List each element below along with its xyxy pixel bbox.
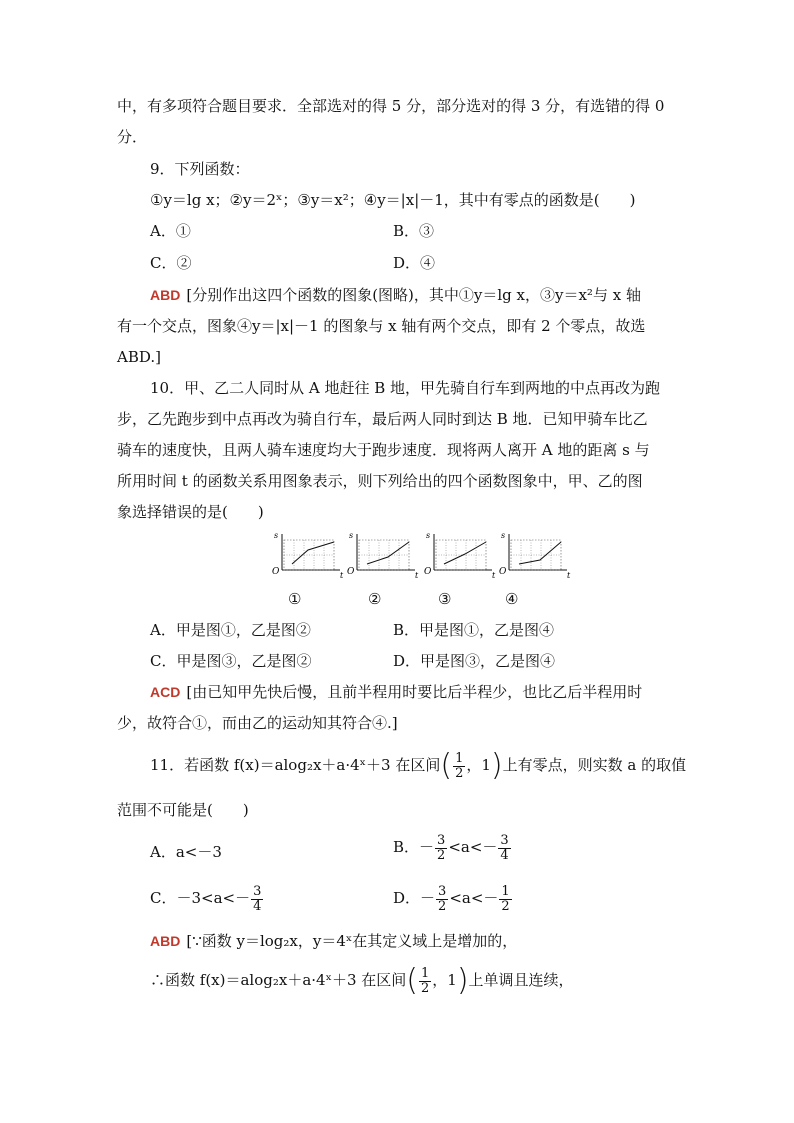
q9-explanation-2: 有一个交点，图象④y＝|x|－1 的图象与 x 轴有两个交点，即有 2 个零点，故选: [117, 317, 646, 335]
graph-2-s-label: s: [349, 531, 354, 540]
q11-line-1: 11．若函数 f(x)＝alog₂x＋a·4ˣ＋3 在区间( $\frac{1}{2}$ ，1)上有零点，则实数 a 的取值: [150, 748, 687, 783]
q10-graphs: [262, 530, 571, 580]
q10-explanation-2: 少，故符合①，而由乙的运动知其符合④.]: [117, 714, 398, 732]
graph-2-t-label: t: [415, 571, 419, 580]
graph-1-curve: [292, 542, 334, 564]
graph-4-curve: [519, 542, 561, 564]
graph-3-origin: O: [424, 567, 432, 577]
q11-exp1-text: [∵函数 y＝log₂x，y＝4ˣ在其定义域上是增加的，: [186, 932, 518, 950]
q9-explanation-1: [150, 285, 641, 305]
q11-answer: ABD: [150, 933, 181, 949]
q10-option-c: C．甲是图③，乙是图②: [150, 652, 312, 670]
graph-2-origin: O: [347, 567, 355, 577]
q9-option-b: B．③: [393, 222, 435, 240]
graph-2-curve: [367, 542, 409, 564]
q10-line-2: 步，乙先跑步到中点再改为骑自行车，最后两人同时到达 B 地．已知甲骑车比乙: [117, 410, 648, 428]
q10-exp1-text: [由已知甲先快后慢，且前半程用时要比后半程少，也比乙后半程用时: [186, 683, 643, 701]
q10-line-1: 10．甲、乙二人同时从 A 地赶往 B 地，甲先骑自行车到两地的中点再改为跑: [150, 379, 661, 397]
q10-option-b: B．甲是图①，乙是图④: [393, 621, 555, 639]
intro-line-1: 中，有多项符合题目要求．全部选对的得 5 分，部分选对的得 3 分，有选错的得 0: [117, 97, 665, 115]
q10-line-3: 骑车的速度快，且两人骑车速度均大于跑步速度．现将两人离开 A 地的距离 s 与: [117, 441, 650, 459]
q9-option-d: D．④: [393, 254, 436, 272]
q11-option-d: D．－ $\frac{3}{2}$ <a<－ $\frac{1}{2}$: [393, 883, 510, 914]
q10-answer: ACD: [150, 684, 181, 700]
q11-option-b: B．－ $\frac{3}{2}$ <a<－ $\frac{3}{4}$: [393, 832, 509, 863]
q11-explanation-2: ∴函数 f(x)＝alog₂x＋a·4ˣ＋3 在区间( $\frac{1}{2}$ ，1)上单调且连续，: [150, 963, 574, 998]
graph-label-1: ①: [288, 590, 302, 608]
q11-explanation-1: [150, 931, 517, 951]
q11-option-c: C．－3<a<－ $\frac{3}{4}$: [150, 883, 262, 914]
q10-explanation-1: [150, 682, 642, 702]
graph-label-2: ②: [368, 590, 382, 608]
q9-explanation-3: ABD.]: [117, 348, 161, 366]
q9-option-a: A．①: [150, 222, 191, 240]
graph-3-t-label: t: [492, 571, 496, 580]
graph-3-curve: [444, 542, 486, 564]
paren-right: ): [490, 748, 503, 783]
q9-stem: 9．下列函数：: [150, 160, 250, 178]
graph-label-3: ③: [438, 590, 452, 608]
intro-line-2: 分．: [117, 128, 148, 146]
q9-exp1-text: [分别作出这四个函数的图象(图略)，其中①y＝lg x，③y＝x²与 x 轴: [186, 286, 641, 304]
graph-4-t-label: t: [567, 571, 571, 580]
graph-3-s-label: s: [426, 531, 431, 540]
graph-label-4: ④: [505, 590, 519, 608]
q9-funcs: ①y＝lg x；②y＝2ˣ；③y＝x²；④y＝|x|－1，其中有零点的函数是( ): [150, 191, 636, 209]
graph-1-origin: O: [272, 567, 280, 577]
q11-l1b: 上有零点，则实数 a 的取值: [502, 756, 687, 774]
graph-4-origin: O: [499, 567, 507, 577]
q10-option-d: D．甲是图③，乙是图④: [393, 652, 556, 670]
q11-line-2: 范围不可能是( ): [117, 801, 249, 819]
paren-left: (: [440, 748, 453, 783]
frac-one-half: $\frac{1}{2}$: [455, 750, 464, 781]
q11-l1a: 11．若函数 f(x)＝alog₂x＋a·4ˣ＋3 在区间: [150, 756, 441, 774]
graph-1-s-label: s: [274, 531, 279, 540]
q9-option-c: C．②: [150, 254, 192, 272]
q10-line-5: 象选择错误的是( ): [117, 503, 264, 521]
graph-4-s-label: s: [501, 531, 506, 540]
q10-option-a: A．甲是图①，乙是图②: [150, 621, 311, 639]
q9-answer: ABD: [150, 287, 181, 303]
q10-line-4: 所用时间 t 的函数关系用图象表示，则下列给出的四个函数图象中，甲、乙的图: [117, 472, 643, 490]
graph-1-t-label: t: [340, 571, 344, 580]
q11-option-a: A．a<－3: [150, 843, 222, 861]
